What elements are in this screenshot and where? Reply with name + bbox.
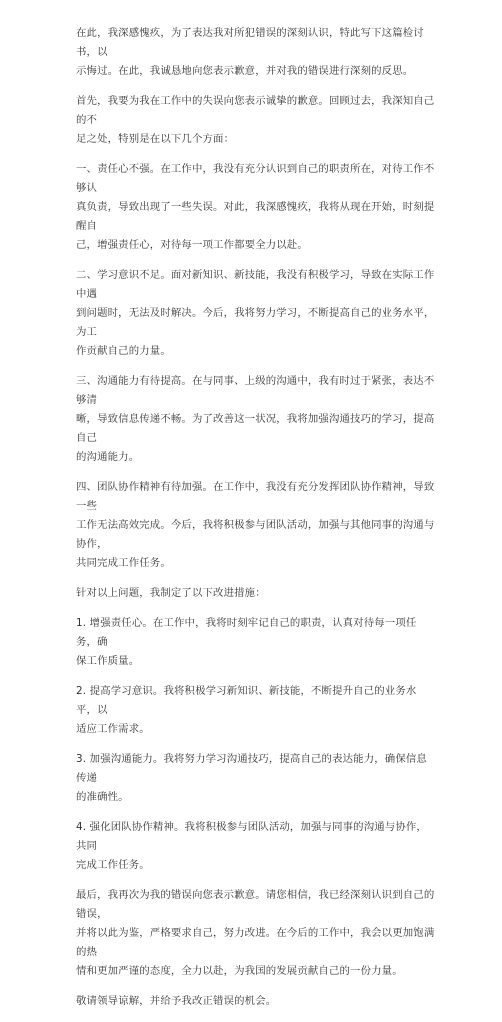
paragraph-closing: 敬请领导谅解，并给予我改正错误的机会。 [76, 995, 277, 1007]
paragraph-conclusion: 最后，我再次为我的错误向您表示歉意。请您相信，我已经深刻认识到自己的错误， 并将以此为鉴，严格要求自己，努力改进。在今后的工作中，我会以更加饱满的热 情和更加严谨的态度，全力以赴，为我国的发展贡献自己的一份力量。 [76, 889, 435, 977]
paragraph-measure-2: 2. 提高学习意识。我将积极学习新知识、新技能，不断提升自己的业务水平，以 适应工作需求。 [76, 685, 417, 735]
paragraph-measure-4: 4. 强化团队协作精神。我将积极参与团队活动，加强与同事的沟通与协作，共同 完成工作任务。 [76, 821, 427, 871]
paragraph-intro: 在此，我深感愧疚，为了表达我对所犯错误的深刻认识，特此写下这篇检讨书，以 示悔过。在此，我诚恳地向您表示歉意，并对我的错误进行深刻的反思。 [76, 27, 424, 77]
paragraph-measure-3: 3. 加强沟通能力。我将努力学习沟通技巧，提高自己的表达能力，确保信息传递 的准确性。 [76, 753, 427, 803]
paragraph-measure-1: 1. 增强责任心。在工作中，我将时刻牢记自己的职责，认真对待每一项任务，确 保工作质量。 [76, 617, 417, 667]
paragraph-point-2: 二、学习意识不足。面对新知识、新技能，我没有积极学习，导致在实际工作中遇 到问题时，无法及时解决。今后，我将努力学习，不断提高自己的业务水平，为工 作贡献自己的力量。 [76, 269, 435, 357]
document-body [76, 24, 436, 1022]
paragraph-point-3: 三、沟通能力有待提高。在与同事、上级的沟通中，我有时过于紧张，表达不够清 晰，导致信息传递不畅。为了改善这一状况，我将加强沟通技巧的学习，提高自己 的沟通能力。 [76, 375, 435, 463]
paragraph-measures-heading: 针对以上问题，我制定了以下改进措施： [76, 587, 266, 599]
paragraph-point-1: 一、责任心不强。在工作中，我没有充分认识到自己的职责所在，对待工作不够认 真负责，导致出现了一些失误。对此，我深感愧疚，我将从现在开始，时刻提醒自 己，增强责任心，对待每一项工作都要全力以赴。 [76, 163, 435, 251]
paragraph-apology: 首先，我要为我在工作中的失误向您表示诚挚的歉意。回顾过去，我深知自己的不 足之处，特别是在以下几个方面： [76, 95, 435, 145]
paragraph-point-4: 四、团队协作精神有待加强。在工作中，我没有充分发挥团队协作精神，导致一些 工作无法高效完成。今后，我将积极参与团队活动，加强与其他同事的沟通与协作， 共同完成工作任务。 [76, 481, 435, 569]
